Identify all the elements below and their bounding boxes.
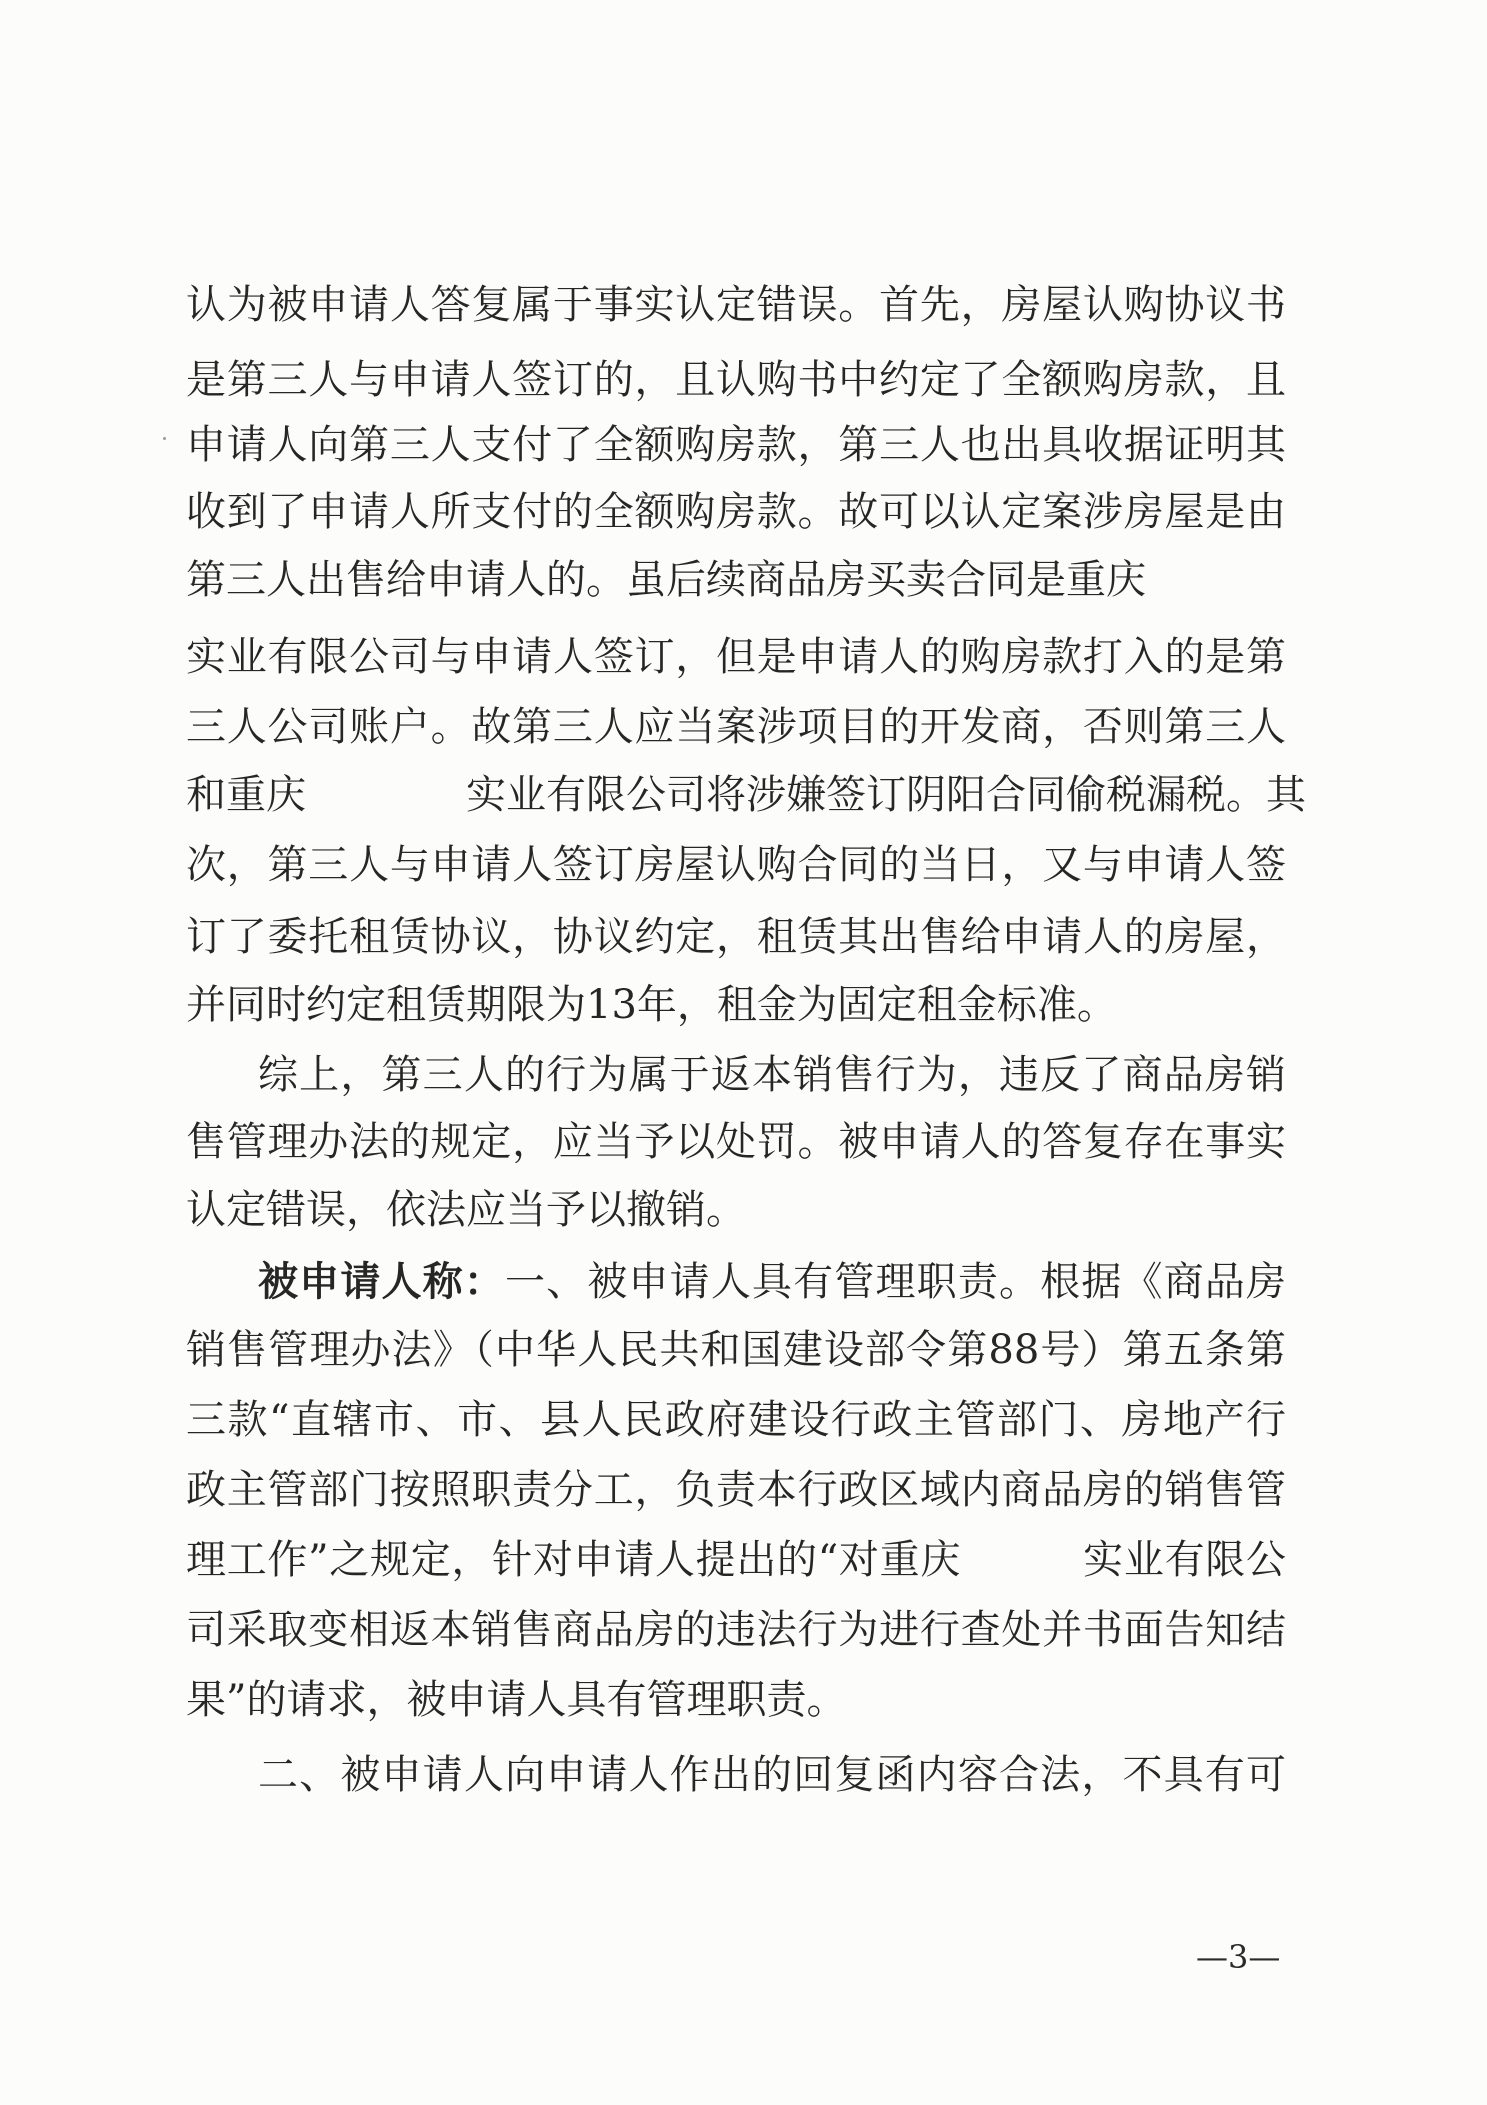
- body-line-2: 是第三人与申请人签订的，且认购书中约定了全额购房款，且: [186, 357, 1286, 403]
- body-line-11: 并同时约定租赁期限为13年，租金为固定租金标准。: [186, 982, 1117, 1028]
- page-number: —3—: [1196, 1938, 1281, 1976]
- body-line-5: 第三人出售给申请人的。虽后续商品房买卖合同是重庆: [186, 557, 1146, 603]
- conclusion-line-1: 综上，第三人的行为属于返本销售行为，违反了商品房销: [258, 1052, 1286, 1098]
- point-two-line: 二、被申请人向申请人作出的回复函内容合法，不具有可: [258, 1752, 1286, 1798]
- body-line-8: 和重庆 实业有限公司将涉嫌签订阴阳合同偷税漏税。其: [186, 772, 1306, 818]
- respondent-line-3: 三款“直辖市、市、县人民政府建设行政主管部门、房地产行: [186, 1397, 1286, 1443]
- respondent-label: 被申请人称：: [258, 1259, 505, 1305]
- body-line-9: 次，第三人与申请人签订房屋认购合同的当日，又与申请人签: [186, 842, 1286, 888]
- respondent-line-5: 理工作”之规定，针对申请人提出的“对重庆 实业有限公: [186, 1537, 1286, 1583]
- respondent-line-6: 司采取变相返本销售商品房的违法行为进行查处并书面告知结: [186, 1607, 1286, 1653]
- body-line-3: 申请人向第三人支付了全额购房款，第三人也出具收据证明其: [186, 422, 1286, 468]
- respondent-paragraph-first-line: [258, 1257, 1286, 1307]
- respondent-first-text: 一、被申请人具有管理职责。根据《商品房: [505, 1259, 1286, 1305]
- respondent-line-7: 果”的请求，被申请人具有管理职责。: [186, 1677, 847, 1723]
- body-line-6: 实业有限公司与申请人签订，但是申请人的购房款打入的是第: [186, 634, 1286, 680]
- body-line-4: 收到了申请人所支付的全额购房款。故可以认定案涉房屋是由: [186, 489, 1286, 535]
- body-line-10: 订了委托租赁协议，协议约定，租赁其出售给申请人的房屋，: [186, 914, 1286, 960]
- conclusion-line-2: 售管理办法的规定，应当予以处罚。被申请人的答复存在事实: [186, 1119, 1286, 1165]
- respondent-line-4: 政主管部门按照职责分工，负责本行政区域内商品房的销售管: [186, 1467, 1286, 1513]
- body-line-1: 认为被申请人答复属于事实认定错误。首先，房屋认购协议书: [186, 282, 1286, 328]
- body-line-7: 三人公司账户。故第三人应当案涉项目的开发商，否则第三人: [186, 704, 1286, 750]
- respondent-line-2: 销售管理办法》（中华人民共和国建设部令第88号）第五条第: [186, 1327, 1286, 1373]
- scan-speck: [163, 437, 166, 440]
- conclusion-line-3: 认定错误，依法应当予以撤销。: [186, 1187, 746, 1233]
